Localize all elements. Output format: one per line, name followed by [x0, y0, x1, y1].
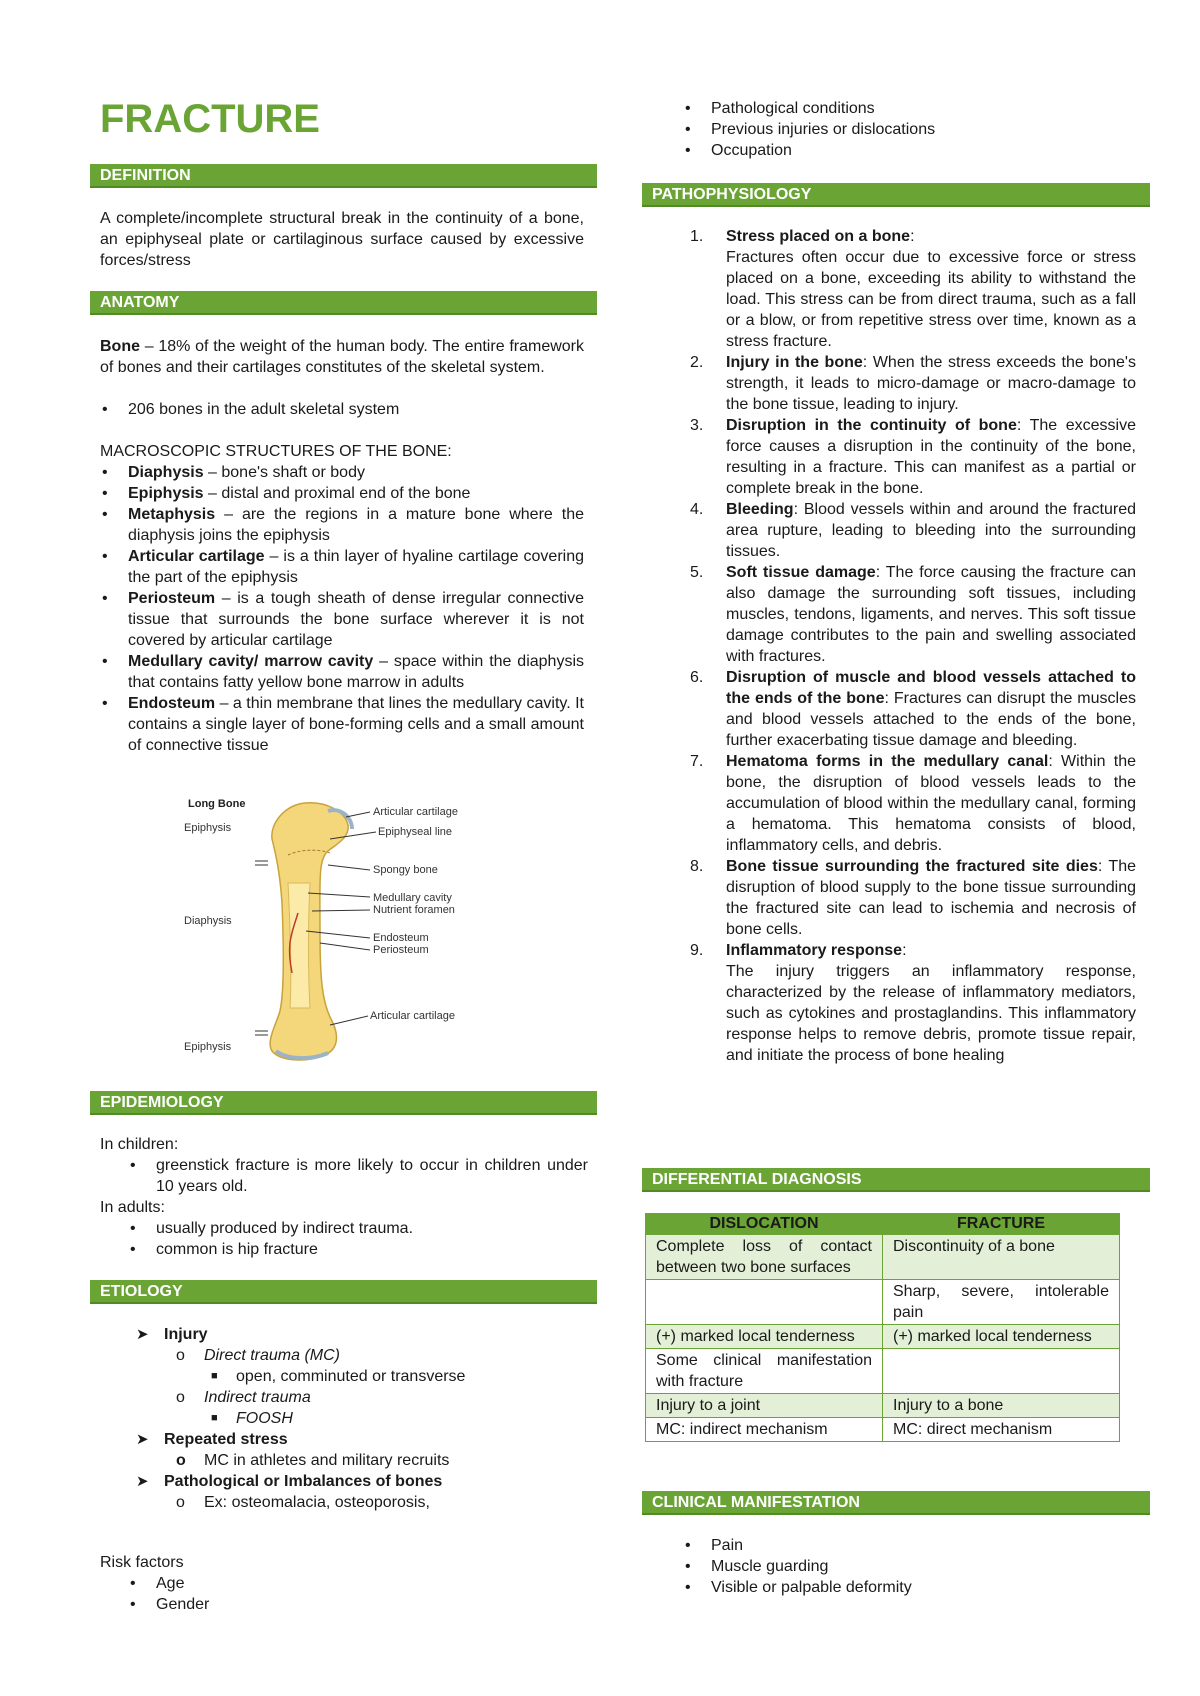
label-articular-cartilage-top: Articular cartilage	[373, 806, 458, 818]
table-row	[646, 1418, 1120, 1442]
item-text: Fractures often occur due to excessive force or stress placed on a bone, exceeding its ability to withstand the load. This stress can be from direct trauma, such as a fall or a blow, or from repetitive stress over time, known as a stress fracture.	[726, 249, 1136, 350]
list-item: • Age	[128, 1573, 588, 1594]
structure-text: – space within the diaphysis that contains fatty yellow bone marrow in adults	[128, 653, 585, 691]
section-header-differential-diagnosis: DIFFERENTIAL DIAGNOSIS	[642, 1168, 1150, 1192]
section-header-epidemiology: EPIDEMIOLOGY	[90, 1091, 597, 1115]
structure-item	[100, 693, 584, 756]
etiology-pathological-label: Pathological or Imbalances of bones	[164, 1473, 443, 1490]
pathophysiology-item	[690, 499, 1136, 562]
adults-list	[128, 1218, 588, 1260]
column-header-fracture: FRACTURE	[883, 1214, 1120, 1235]
pathophysiology-item	[690, 751, 1136, 856]
page-title: FRACTURE	[100, 97, 320, 141]
table-cell: (+) marked local tenderness	[646, 1325, 883, 1349]
item-number: 9.	[690, 942, 704, 959]
list-item: • Muscle guarding	[683, 1556, 1143, 1577]
item-term: Bleeding	[726, 501, 794, 518]
label-endosteum: Endosteum	[373, 932, 429, 944]
list-item: • Pathological conditions	[683, 98, 1143, 119]
etiology-direct-sub-label: open, comminuted or transverse	[236, 1368, 466, 1385]
etiology-repeated-label: Repeated stress	[164, 1431, 288, 1448]
figure-title: Long Bone	[188, 798, 246, 810]
table-cell: Complete loss of contact between two bone surfaces	[646, 1235, 883, 1280]
section-header-pathophysiology: PATHOPHYSIOLOGY	[642, 183, 1150, 207]
label-spongy-bone: Spongy bone	[373, 864, 438, 876]
item-number: 7.	[690, 753, 704, 770]
item-text: The disruption of blood supply to the bone tissue surrounding the fractured site can lead to ischemia and necrosis of bone cells.	[726, 858, 1137, 938]
table-cell: Injury to a bone	[883, 1394, 1120, 1418]
anatomy-bone-paragraph	[100, 336, 584, 378]
table-header-row	[646, 1214, 1120, 1235]
label-diaphysis: Diaphysis	[184, 915, 232, 927]
section-header-anatomy: ANATOMY	[90, 291, 597, 315]
structure-term: Endosteum	[128, 695, 216, 712]
list-item: • Occupation	[683, 140, 1143, 161]
label-nutrient-foramen: Nutrient foramen	[373, 904, 455, 916]
circle-bullet-icon: o	[176, 1347, 185, 1364]
bone-bullet-list	[100, 399, 584, 420]
structure-item	[100, 651, 584, 693]
section-header-definition: DEFINITION	[90, 164, 597, 188]
structure-text: – a thin membrane that lines the medullary cavity. It contains a single layer of bone-forming cells and a small amount of connective tissue	[128, 695, 584, 754]
item-term: Soft tissue damage	[726, 564, 876, 581]
etiology-direct-label: Direct trauma (MC)	[204, 1347, 341, 1364]
arrow-bullet-icon: ➤	[136, 1473, 149, 1490]
structures-list	[100, 462, 584, 756]
etiology-indirect-sub	[126, 1408, 596, 1429]
table-cell: Some clinical manifestation with fracture	[646, 1349, 883, 1394]
label-articular-cartilage-bottom: Articular cartilage	[370, 1010, 455, 1022]
arrow-bullet-icon: ➤	[136, 1431, 149, 1448]
item-term: Hematoma forms in the medullary canal	[726, 753, 1049, 770]
item-term: Disruption in the continuity of bone	[726, 417, 1017, 434]
adults-label: In adults:	[100, 1199, 165, 1216]
etiology-pathological-sub-label: Ex: osteomalacia, osteoporosis,	[204, 1494, 430, 1511]
table-cell: Discontinuity of a bone	[883, 1235, 1120, 1280]
etiology-repeated	[126, 1429, 596, 1450]
table-row	[646, 1235, 1120, 1280]
item-number: 1.	[690, 228, 704, 245]
clinical-list	[683, 1535, 1143, 1598]
item-term: Bone tissue surrounding the fractured site dies	[726, 858, 1098, 875]
etiology-indirect-label: Indirect trauma	[204, 1389, 311, 1406]
list-item: • common is hip fracture	[128, 1239, 588, 1260]
pathophysiology-item	[690, 415, 1136, 499]
etiology-indirect	[126, 1387, 596, 1408]
table-cell: Sharp, severe, intolerable pain	[883, 1280, 1120, 1325]
bone-text: – 18% of the weight of the human body. The entire framework of bones and their cartilages constitutes of the skeletal system.	[100, 338, 584, 376]
structure-term: Articular cartilage	[128, 548, 265, 565]
item-term: Disruption of muscle and blood vessels attached to the ends of the bone	[726, 669, 1136, 707]
structure-text: – is a thin layer of hyaline cartilage covering the part of the epiphysis	[128, 548, 584, 586]
list-item: • 206 bones in the adult skeletal system	[100, 399, 584, 420]
section-header-etiology: ETIOLOGY	[90, 1280, 597, 1304]
structure-term: Periosteum	[128, 590, 216, 607]
pathophysiology-item	[690, 856, 1136, 940]
item-number: 3.	[690, 417, 704, 434]
item-text: The excessive force causes a disruption in the continuity of the bone, resulting in a fracture. This can manifest as a partial or complete break in the bone.	[726, 417, 1136, 497]
item-number: 5.	[690, 564, 704, 581]
pathophysiology-item	[690, 226, 1136, 352]
circle-bullet-icon: o	[176, 1389, 185, 1406]
etiology-direct-sub	[126, 1366, 596, 1387]
label-epiphysis-top: Epiphysis	[184, 822, 232, 834]
item-separator: :	[1097, 858, 1103, 875]
item-separator: :	[910, 228, 915, 245]
table-row	[646, 1325, 1120, 1349]
list-item: • greenstick fracture is more likely to occur in children under 10 years old.	[128, 1155, 588, 1197]
square-bullet-icon: ■	[211, 1370, 218, 1382]
etiology-direct	[126, 1345, 596, 1366]
label-epiphyseal-line: Epiphyseal line	[378, 826, 452, 838]
item-text: The force causing the fracture can also damage the surrounding soft tissues, including muscles, tendons, ligaments, and nerves. This soft tissue damage contributes to the pain and swelling associated with fractures.	[726, 564, 1137, 665]
item-text: The injury triggers an inflammatory response, characterized by the release of inflammatory mediators, such as cytokines and prostaglandins. This inflammatory response helps to remove debris, promote tissue repair, and initiate the process of bone healing	[726, 963, 1136, 1064]
item-separator: :	[862, 354, 868, 371]
item-text: Within the bone, the disruption of blood vessels leads to the accumulation of blood within the medullary canal, forming a hematoma. This hematoma consists of blood, inflammatory cells, and debris.	[726, 753, 1136, 854]
structure-text: – are the regions in a mature bone where the diaphysis joins the epiphysis	[128, 506, 584, 544]
structure-term: Diaphysis	[128, 464, 204, 481]
structure-text: – bone's shaft or body	[203, 464, 365, 481]
pathophysiology-item	[690, 352, 1136, 415]
structure-item	[100, 504, 584, 546]
children-label: In children:	[100, 1136, 179, 1153]
item-separator: :	[1048, 753, 1053, 770]
structure-term: Medullary cavity/ marrow cavity	[128, 653, 374, 670]
item-separator: :	[793, 501, 799, 518]
etiology-repeated-sub	[126, 1450, 596, 1471]
structure-item	[100, 588, 584, 651]
column-header-dislocation: DISLOCATION	[646, 1214, 883, 1235]
item-number: 8.	[690, 858, 704, 875]
risk-factors-label: Risk factors	[100, 1554, 184, 1571]
item-separator: :	[884, 690, 889, 707]
table-row	[646, 1349, 1120, 1394]
item-number: 2.	[690, 354, 704, 371]
structure-item	[100, 546, 584, 588]
table-cell	[646, 1280, 883, 1325]
item-text: When the stress exceeds the bone's strength, it leads to micro-damage or macro-damage to the bone tissue, leading to injury.	[726, 354, 1136, 413]
table-cell: Injury to a joint	[646, 1394, 883, 1418]
circle-bullet-icon: o	[176, 1452, 186, 1469]
etiology-pathological	[126, 1471, 596, 1492]
etiology-injury-label: Injury	[164, 1326, 208, 1343]
children-list	[128, 1155, 588, 1197]
table-row	[646, 1394, 1120, 1418]
pathophysiology-item	[690, 562, 1136, 667]
item-separator: :	[1016, 417, 1022, 434]
item-text: Blood vessels within and around the fractured area rupture, leading to bleeding into the surrounding tissues.	[726, 501, 1136, 560]
structure-item	[100, 462, 584, 483]
item-separator: :	[902, 942, 907, 959]
pathophysiology-item	[690, 940, 1136, 1066]
square-bullet-icon: ■	[211, 1412, 218, 1424]
bone-term: Bone	[100, 338, 140, 355]
macro-heading: MACROSCOPIC STRUCTURES OF THE BONE:	[100, 443, 452, 460]
item-term: Inflammatory response	[726, 942, 903, 959]
definition-text: A complete/incomplete structural break in the continuity of a bone, an epiphyseal plate or cartilaginous surface caused by excessive forces/stress	[100, 210, 584, 269]
table-cell: MC: indirect mechanism	[646, 1418, 883, 1442]
structure-item	[100, 483, 584, 504]
list-item: • Gender	[128, 1594, 588, 1615]
item-number: 6.	[690, 669, 704, 686]
long-bone-figure	[180, 793, 510, 1065]
differential-table	[645, 1213, 1120, 1442]
item-term: Injury in the bone	[726, 354, 863, 371]
item-number: 4.	[690, 501, 704, 518]
etiology-repeated-sub-label: MC in athletes and military recruits	[204, 1452, 450, 1469]
label-periosteum: Periosteum	[373, 944, 429, 956]
list-item: • Pain	[683, 1535, 1143, 1556]
risk-factors-continued-list	[683, 98, 1143, 161]
structure-text: – is a tough sheath of dense irregular connective tissue that surrounds the bone surface wherever it is not covered by articular cartilage	[128, 590, 584, 649]
arrow-bullet-icon: ➤	[136, 1326, 149, 1343]
structure-text: – distal and proximal end of the bone	[203, 485, 471, 502]
etiology-injury	[126, 1324, 596, 1345]
etiology-tree	[126, 1324, 596, 1513]
label-epiphysis-bottom: Epiphysis	[184, 1041, 232, 1053]
list-item: • Previous injuries or dislocations	[683, 119, 1143, 140]
item-separator: :	[875, 564, 881, 581]
table-cell: (+) marked local tenderness	[883, 1325, 1120, 1349]
list-item: • usually produced by indirect trauma.	[128, 1218, 588, 1239]
table-row	[646, 1280, 1120, 1325]
etiology-indirect-sub-label: FOOSH	[236, 1410, 293, 1427]
table-cell: MC: direct mechanism	[883, 1418, 1120, 1442]
item-term: Stress placed on a bone	[726, 228, 911, 245]
circle-bullet-icon: o	[176, 1494, 185, 1511]
section-header-clinical-manifestation: CLINICAL MANIFESTATION	[642, 1491, 1150, 1515]
list-item: • Visible or palpable deformity	[683, 1577, 1143, 1598]
pathophysiology-list	[690, 226, 1136, 1066]
structure-term: Epiphysis	[128, 485, 204, 502]
table-cell	[883, 1349, 1120, 1394]
etiology-pathological-sub	[126, 1492, 596, 1513]
label-medullary-cavity: Medullary cavity	[373, 892, 452, 904]
risk-factors-list	[128, 1573, 588, 1615]
pathophysiology-item	[690, 667, 1136, 751]
structure-term: Metaphysis	[128, 506, 216, 523]
item-text: Fractures can disrupt the muscles and blood vessels attached to the ends of the bone, further exacerbating tissue damage and bleeding.	[726, 690, 1136, 749]
